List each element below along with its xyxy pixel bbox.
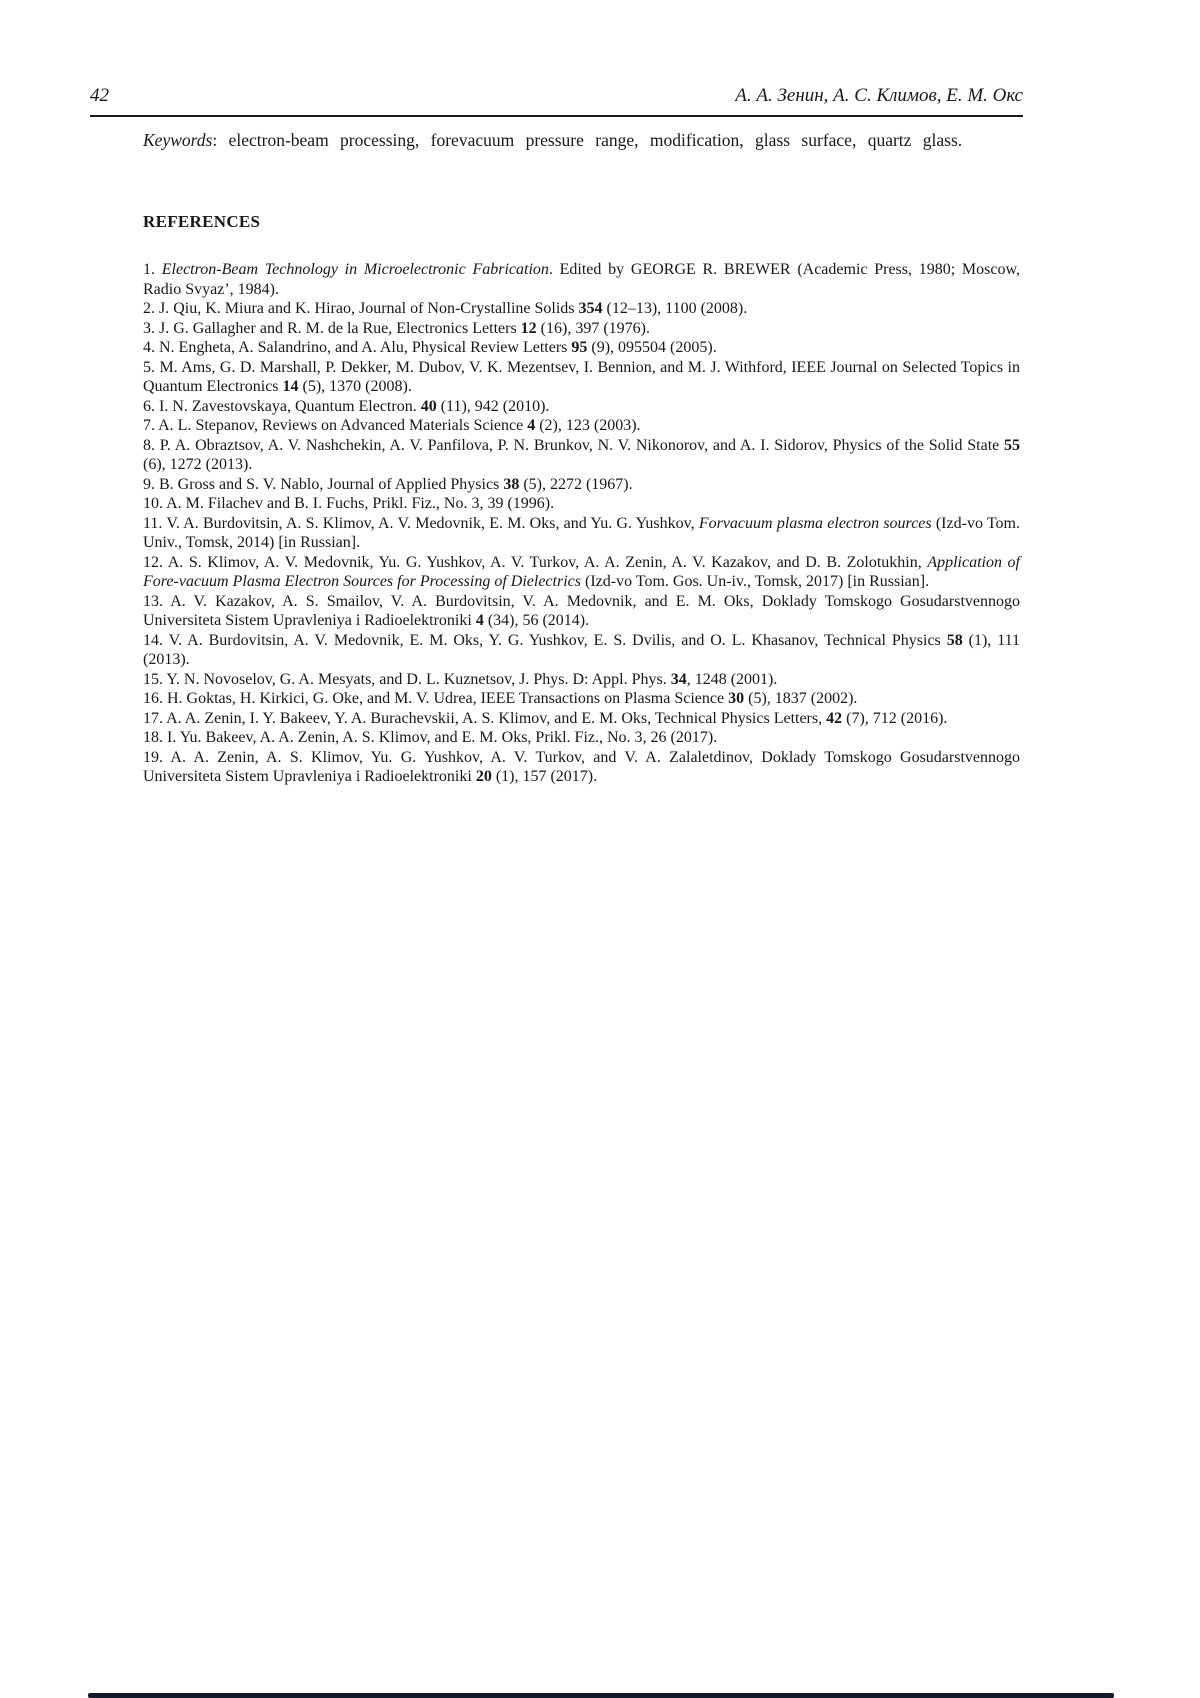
reference-item: 3. J. G. Gallagher and R. M. de la Rue, Electronics Letters 12 (16), 397 (1976). [143, 319, 650, 337]
reference-item: 1. Electron-Beam Technology in Microelectronic Fabrication. Edited by GEORGE R. BREWER (Academic Press, 1980; Moscow, Radio Svyaz’, 1984). [143, 261, 1021, 298]
reference-item: 12. A. S. Klimov, A. V. Medovnik, Yu. G. Yushkov, A. V. Turkov, A. A. Zenin, A. V. Kazakov, and D. B. Zolotukhin, Application of Fore-vacuum Plasma Electron Sources for Processing of Dielectrics (Izd-vo Tom. Gos. Un-iv., Tomsk, 2017) [in Russian]. [143, 553, 1020, 590]
keywords-label: Keywords [143, 130, 213, 150]
reference-item: 16. H. Goktas, H. Kirkici, G. Oke, and M. V. Udrea, IEEE Transactions on Plasma Science 30 (5), 1837 (2002). [143, 690, 858, 707]
reference-item: 17. A. A. Zenin, I. Y. Bakeev, Y. A. Burachevskii, A. S. Klimov, and E. M. Oks, Technical Physics Letters, 42 (7), 712 (2016). [143, 709, 948, 727]
reference-item: 5. M. Ams, G. D. Marshall, P. Dekker, M. Dubov, V. K. Mezentsev, I. Bennion, and M. J. Withford, IEEE Journal on Selected Topics in Quantum Electronics 14 (5), 1370 (2008). [143, 358, 1020, 395]
reference-item: 10. A. M. Filachev and B. I. Fuchs, Prikl. Fiz., No. 3, 39 (1996). [143, 495, 555, 512]
keywords-text: : electron-beam processing, forevacuum pressure range, modification, glass surface, quartz glass. [212, 130, 963, 150]
reference-item: 9. B. Gross and S. V. Nablo, Journal of Applied Physics 38 (5), 2272 (1967). [143, 475, 633, 493]
references-heading: REFERENCES [143, 212, 261, 231]
keywords-paragraph [143, 128, 1020, 153]
reference-item: 7. A. L. Stepanov, Reviews on Advanced Materials Science 4 (2), 123 (2003). [143, 417, 641, 434]
page-header [90, 84, 1023, 117]
reference-list [143, 260, 1020, 787]
reference-item: 8. P. A. Obraztsov, A. V. Nashchekin, A. V. Panfilova, P. N. Brunkov, N. V. Nikonorov, and A. I. Sidorov, Physics of the Solid State 55 (6), 1272 (2013). [143, 436, 1020, 473]
reference-item: 15. Y. N. Novoselov, G. A. Mesyats, and D. L. Kuznetsov, J. Phys. D: Appl. Phys. 34, 1248 (2001). [143, 670, 778, 688]
page-number: 42 [90, 85, 109, 106]
reference-item: 4. N. Engheta, A. Salandrino, and A. Alu, Physical Review Letters 95 (9), 095504 (2005). [143, 339, 717, 356]
reference-item: 2. J. Qiu, K. Miura and K. Hirao, Journal of Non-Crystalline Solids 354 (12–13), 1100 (2008). [143, 300, 748, 317]
references-section [143, 212, 1020, 787]
page-bottom-edge [88, 1693, 1114, 1698]
reference-item: 6. I. N. Zavestovskaya, Quantum Electron. 40 (11), 942 (2010). [143, 397, 550, 415]
running-authors: А. А. Зенин, А. С. Климов, Е. М. Окс [735, 85, 1023, 106]
reference-item: 14. V. A. Burdovitsin, A. V. Medovnik, E. M. Oks, Y. G. Yushkov, E. S. Dvilis, and O. L. Khasanov, Technical Physics 58 (1), 111 (2013). [143, 631, 1021, 668]
reference-item: 13. A. V. Kazakov, A. S. Smailov, V. A. Burdovitsin, V. A. Medovnik, and E. M. Oks, Doklady Tomskogo Gosudarstvennogo Universiteta Sistem Upravleniya i Radioelektroniki 4 (34), 56 (2014). [143, 592, 1020, 629]
reference-item: 11. V. A. Burdovitsin, A. S. Klimov, A. V. Medovnik, E. M. Oks, and Yu. G. Yushkov, Forvacuum plasma electron sources (Izd-vo Tom. Univ., Tomsk, 2014) [in Russian]. [143, 514, 1020, 551]
reference-item: 18. I. Yu. Bakeev, A. A. Zenin, A. S. Klimov, and E. M. Oks, Prikl. Fiz., No. 3, 26 (2017). [143, 729, 718, 746]
reference-item: 19. A. A. Zenin, A. S. Klimov, Yu. G. Yushkov, A. V. Turkov, and V. A. Zalaletdinov, Doklady Tomskogo Gosudarstvennogo Universiteta Sistem Upravleniya i Radioelektroniki 20 (1), 157 (2017). [143, 748, 1020, 785]
